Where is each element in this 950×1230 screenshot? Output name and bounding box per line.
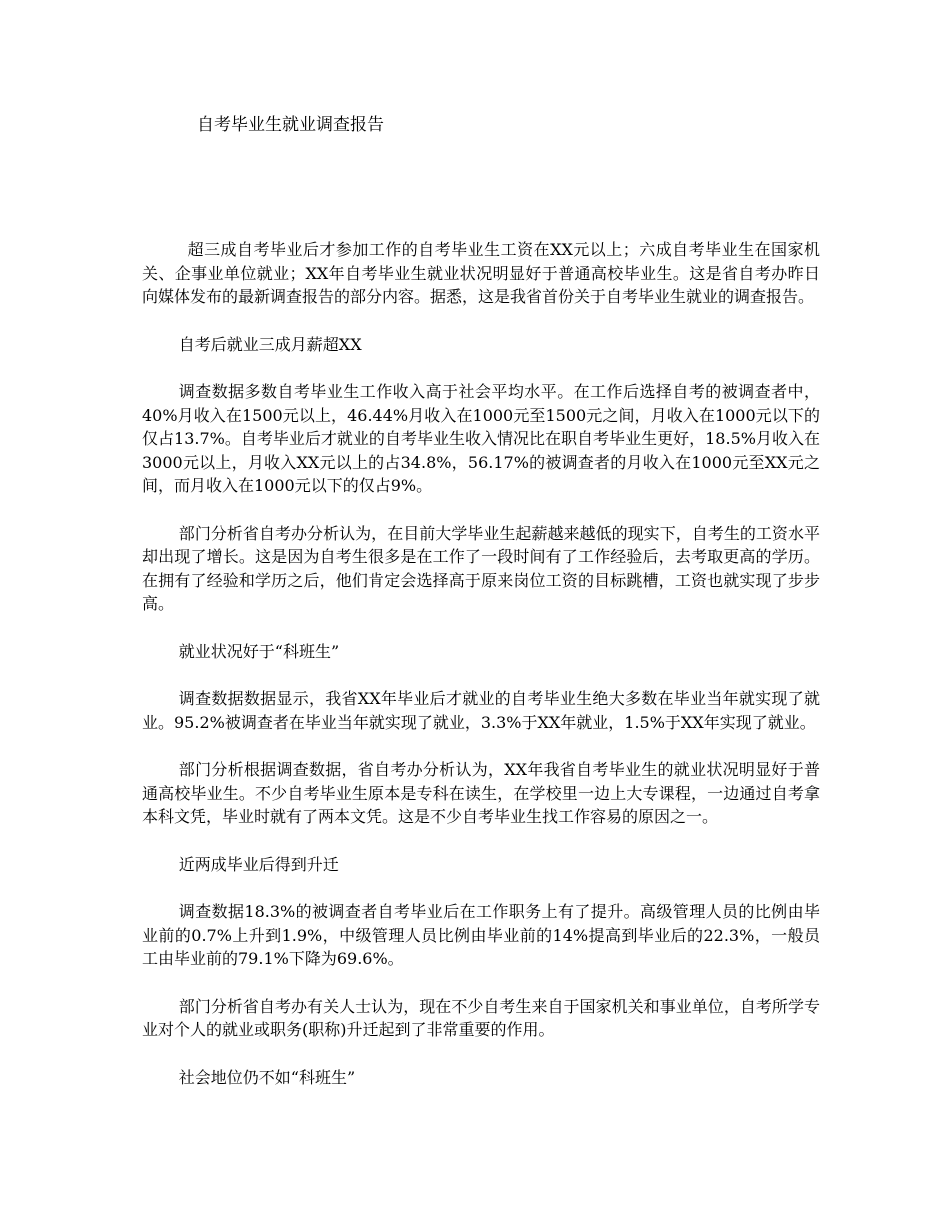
- intro-paragraph: 超三成自考毕业后才参加工作的自考毕业生工资在XX元以上；六成自考毕业生在国家机关、企事业单位就业；XX年自考毕业生就业状况明显好于普通高校毕业生。这是省自考办昨日向媒体发布的最新调查报告的部分内容。据悉，这是我省首份关于自考毕业生就业的调查报告。: [142, 240, 820, 306]
- document-title: 自考毕业生就业调查报告: [197, 115, 384, 135]
- salary-data-paragraph: 调查数据多数自考毕业生工作收入高于社会平均水平。在工作后选择自考的被调查者中，40%月收入在1500元以上，46.44%月收入在1000元至1500元之间，月收入在1000元以下的仅占13.7%。自考毕业后才就业的自考毕业生收入情况比在职自考毕业生更好，18.5%月收入在3000元以上，月收入XX元以上的占34.8%，56.17%的被调查者的月收入在1000元至XX元之间，而月收入在1000元以下的仅占9%。: [142, 382, 820, 495]
- promotion-data-paragraph: 调查数据18.3%的被调查者自考毕业后在工作职务上有了提升。高级管理人员的比例由毕业前的0.7%上升到1.9%，中级管理人员比例由毕业前的14%提高到毕业后的22.3%，一般员工由毕业前的79.1%下降为69.6%。: [142, 902, 820, 968]
- document-body: [142, 238, 820, 1113]
- promotion-analysis-paragraph: 部门分析省自考办有关人士认为，现在不少自考生来自于国家机关和事业单位，自考所学专业对个人的就业或职务(职称)升迁起到了非常重要的作用。: [142, 996, 820, 1039]
- salary-analysis-paragraph: 部门分析省自考办分析认为，在目前大学毕业生起薪越来越低的现实下，自考生的工资水平却出现了增长。这是因为自考生很多是在工作了一段时间有了工作经验后，去考取更高的学历。在拥有了经验和学历之后，他们肯定会选择高于原来岗位工资的目标跳槽，工资也就实现了步步高。: [142, 523, 820, 613]
- section-heading-promotion: 近两成毕业后得到升迁: [178, 854, 339, 874]
- section-heading-salary: 自考后就业三成月薪超XX: [178, 334, 362, 354]
- section-heading-social-status: 社会地位仍不如“科班生”: [178, 1067, 356, 1087]
- employment-analysis-paragraph: 部门分析根据调查数据，省自考办分析认为，XX年我省自考毕业生的就业状况明显好于普通高校毕业生。不少自考毕业生原本是专科在读生，在学校里一边上大专课程，一边通过自考拿本科文凭，毕业时就有了两本文凭。这是不少自考毕业生找工作容易的原因之一。: [142, 760, 820, 826]
- employment-data-paragraph: 调查数据数据显示，我省XX年毕业后才就业的自考毕业生绝大多数在毕业当年就实现了就业。95.2%被调查者在毕业当年就实现了就业，3.3%于XX年就业，1.5%于XX年实现了就业。: [142, 689, 820, 732]
- section-heading-employment: 就业状况好于“科班生”: [178, 641, 340, 661]
